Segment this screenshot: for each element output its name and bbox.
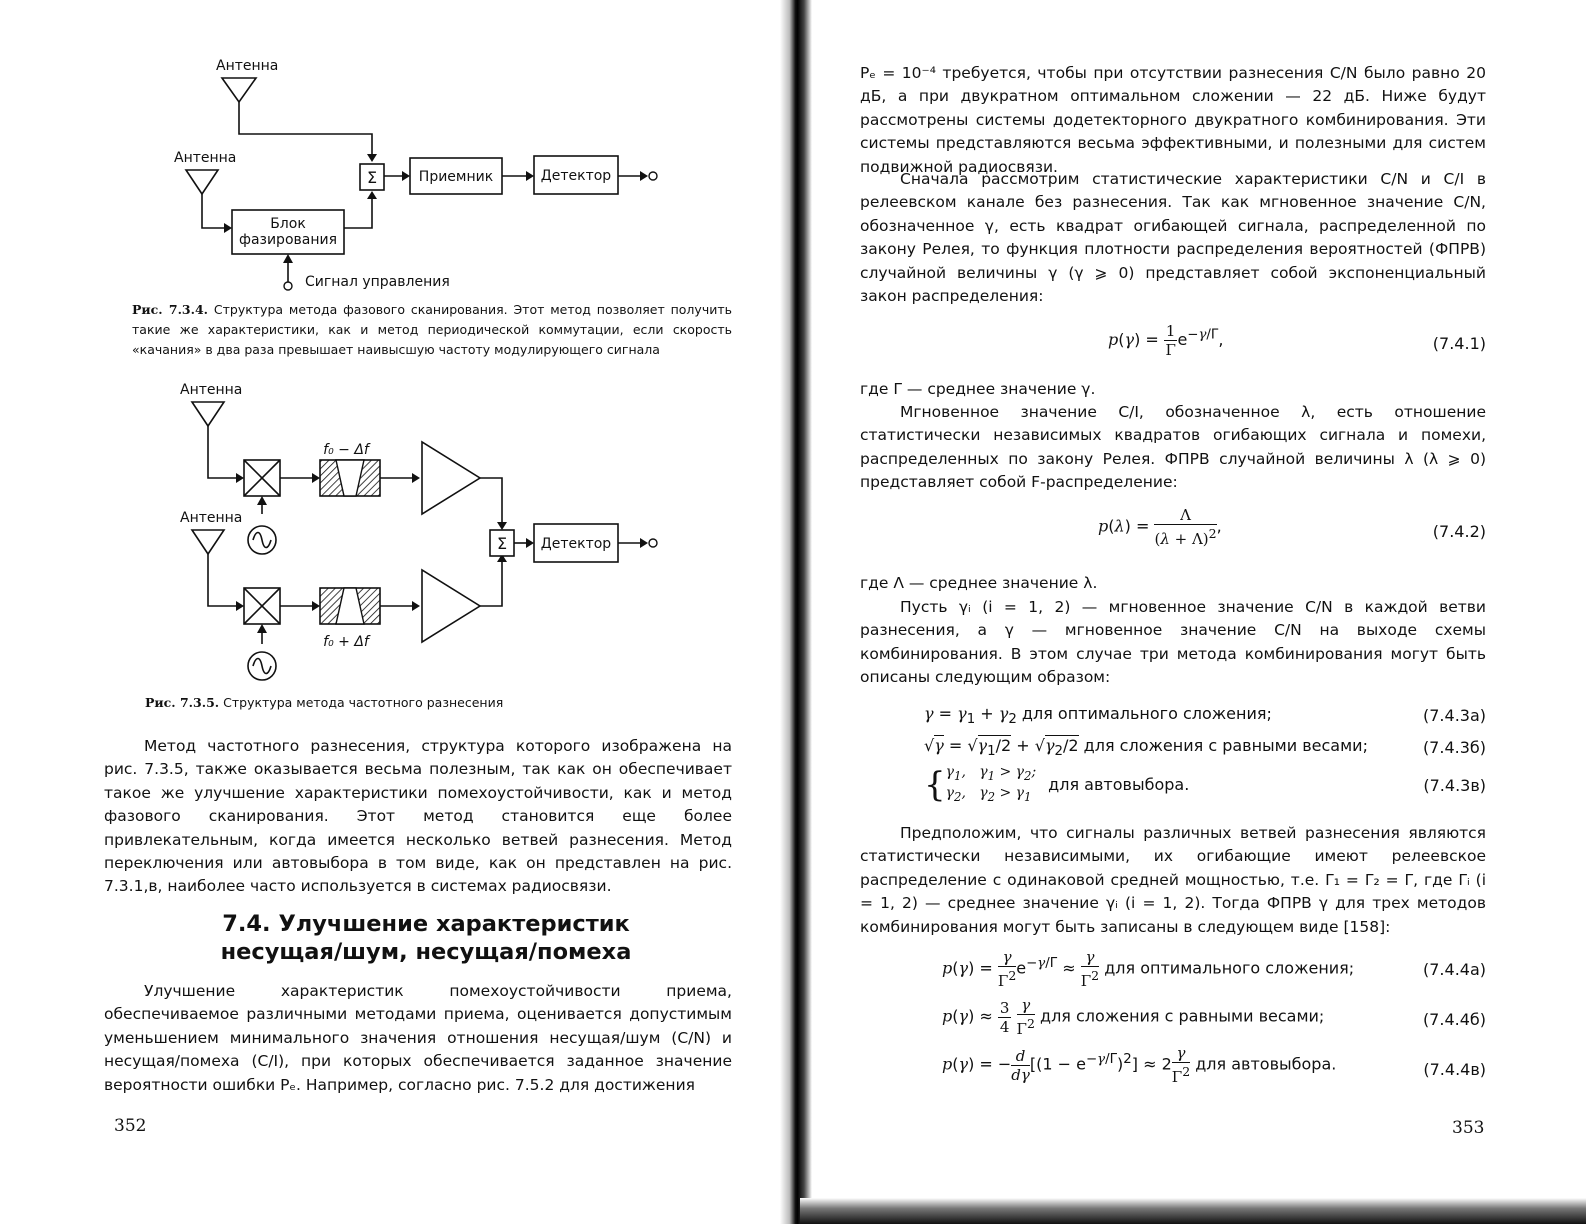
right-paragraph-2: Сначала рассмотрим статистические характеристики C/N и C/I в релеевском канале без разнесения. Так как мгновенное значение C/N, обозначенное γ, есть квадрат огибающей сигнала, распределенной по закону Релея, то функция плотности распределения вероятностей (ФПРВ) случайной величины γ (γ ⩾ 0) представляет собой экспоненциальный закон распределения: [860, 170, 1486, 306]
fig735-antenna-2 [192, 530, 224, 554]
fig735-caption [145, 693, 745, 713]
equation-7-4-3a-number: (7.4.3а) [1423, 706, 1486, 725]
fig735-caption-text: Структура метода частотного разнесения [223, 695, 504, 710]
fig735-antenna-2-label: Антенна [180, 510, 243, 526]
equation-7-4-4b: p(γ) ≈ $\frac{3}{4}$ $\frac{\gamma}{\Gamma^2}$ для сложения с равными весами; [942, 996, 1325, 1038]
figure-7-3-5 [160, 374, 680, 684]
fig734-antenna-1-label: Антенна [216, 58, 279, 74]
equation-7-4-4a-text: для оптимального сложения; [1104, 958, 1355, 978]
equation-7-4-1: p(γ) = $\frac{1}{\Gamma}$ $e^{-\gamma/\Gamma}$, [1108, 322, 1224, 359]
equation-7-4-2: p(λ) = $\frac{\Lambda}{(\lambda + \Lambda)^2}$ , [1098, 506, 1222, 548]
fig734-caption [132, 300, 732, 360]
fig735-mixer-upper [244, 460, 280, 496]
section-heading-line-1: 7.4. Улучшение характеристик [222, 911, 630, 937]
section-heading-line-2: несущая/шум, несущая/помеха [220, 939, 632, 965]
fig734-antenna-2-label: Антенна [174, 150, 237, 166]
fig735-amplifier-upper [422, 442, 480, 514]
fig735-oscillator-upper [248, 526, 276, 554]
equation-7-4-3b-text: для сложения с равными весами; [1083, 736, 1368, 755]
right-paragraph-1: Pₑ = 10⁻⁴ требуется, чтобы при отсутствии разнесения C/N было равно 20 дБ, а при двукратном оптимальном сложении — 22 дБ. Ниже будут рассмотрены системы додетекторного двукратного комбинирования. Эти системы представляются весьма эффективными, и полезными для систем подвижной радиосвязи. [860, 64, 1486, 176]
fig735-antenna-1-label: Антенна [180, 382, 243, 398]
equation-7-4-4c: p(γ) = − $\frac{d}{d\gamma}$ $[(1 - e^{-\gamma/\Gamma})^2] \approx 2$ $\frac{\gamma}{\Gamma^2}$ для автовыбора. [942, 1044, 1337, 1086]
equation-7-4-3a-text: для оптимального сложения; [1021, 704, 1272, 723]
equation-7-4-2-number: (7.4.2) [1432, 522, 1486, 541]
fig734-caption-label: Рис. 7.3.4. [132, 302, 209, 317]
right-page-number: 353 [1452, 1118, 1485, 1138]
equation-7-4-4a-number: (7.4.4а) [1423, 960, 1486, 979]
right-page [812, 0, 1586, 1224]
left-page [0, 0, 780, 1224]
fig735-amplifier-lower [422, 570, 480, 642]
fig735-mixer-lower [244, 588, 280, 624]
fig734-antenna-1 [222, 78, 256, 102]
fig735-oscillator-lower [248, 652, 276, 680]
fig735-detector-label: Детектор [540, 536, 612, 552]
equation-7-4-3b-number: (7.4.3б) [1422, 738, 1486, 757]
fig734-phasing-block-line1: Блок [270, 216, 306, 232]
equation-7-4-1-number: (7.4.1) [1432, 334, 1486, 353]
left-paragraph-2: Улучшение характеристик помехоустойчивости приема, обеспечиваемое различными методами приема, оценивается допустимым уменьшением минимального значения отношения несущая/шум (C/N) и несущая/помеха (C/I), при которых обеспечивается заданное значение вероятности ошибки Pₑ. Например, согласно рис. 7.5.2 для достижения [104, 982, 732, 1094]
fig734-summer-symbol: Σ [366, 168, 378, 187]
fig734-control-signal-label: Сигнал управления [305, 274, 450, 290]
fig735-filter-upper [320, 460, 380, 496]
fig734-detector-label: Детектор [540, 168, 612, 184]
right-paragraph-4: Пусть γᵢ (i = 1, 2) — мгновенное значение C/N в каждой ветви разнесения, а γ — мгновенное значение C/N на выходе схемы комбинирования. В этом случае три метода комбинирования могут быть описаны следующим образом: [860, 598, 1486, 687]
text-lambda-mean: где Λ — среднее значение λ. [860, 574, 1098, 592]
fig735-antenna-1 [192, 402, 224, 426]
book-spine [780, 0, 812, 1224]
right-paragraph-5: Предположим, что сигналы различных ветвей разнесения являются статистически независимыми, их огибающие имеют релеевское распределение с одинаковой средней мощностью, т.е. Γ₁ = Γ₂ = Γ, где Γᵢ (i = 1, 2) — среднее значение γᵢ (i = 1, 2). Тогда ФПРВ γ для трех методов комбинирования могут быть записаны в следующем виде [158]: [860, 824, 1486, 936]
equation-7-4-3b: $√\gamma = √\gamma_1/2 + √\gamma_2/2$ для сложения с равными весами; [924, 736, 1368, 760]
left-paragraph-1: Метод частотного разнесения, структура которого изображена на рис. 7.3.5, также оказывается весьма полезным, так как он обеспечивает такое же улучшение характеристики помехоустойчивости, как и метод фазового сканирования. Этот метод становится еще более привлекательным, когда имеется несколько ветвей разнесения. Метод переключения или автовыбора в том виде, как он представлен на рис. 7.3.1,в, наиболее часто используется в системах радиосвязи. [104, 737, 732, 896]
equation-7-4-4c-text: для автовыбора. [1195, 1054, 1337, 1074]
left-page-number: 352 [114, 1116, 147, 1136]
fig735-filter-lower [320, 588, 380, 624]
right-paragraph-3: Мгновенное значение C/I, обозначенное λ, есть отношение статистически независимых квадратов огибающих сигнала и помехи, распределенных по закону Релея. ФПРВ случайной величины λ (λ ⩾ 0) представляет собой F-распределение: [860, 403, 1486, 492]
fig734-receiver-label: Приемник [418, 169, 494, 185]
equation-7-4-4b-text: для сложения с равными весами; [1040, 1006, 1325, 1026]
fig735-filter-upper-label: f₀ − Δf [323, 442, 369, 458]
fig734-phasing-block-line2: фазирования [238, 232, 338, 248]
equation-7-4-4b-number: (7.4.4б) [1422, 1010, 1486, 1029]
equation-7-4-3a: $\gamma = \gamma_1 + \gamma_2$ для оптимального сложения; [924, 704, 1272, 728]
fig735-summer-symbol: Σ [496, 534, 508, 553]
fig734-antenna-2 [186, 170, 218, 194]
fig735-filter-lower-label: f₀ + Δf [323, 634, 369, 650]
equation-7-4-4c-number: (7.4.4в) [1423, 1060, 1486, 1079]
fig735-caption-label: Рис. 7.3.5. [145, 695, 220, 710]
text-gamma-mean: где Γ — среднее значение γ. [860, 380, 1096, 398]
equation-7-4-3c: { $\gamma_1$, $\gamma_1 > \gamma_2$; $\gamma_2$, $\gamma_2 > \gamma_1$ для автовыбора. [924, 764, 1190, 805]
fig734-caption-text: Структура метода фазового сканирования. Этот метод позволяет получить такие же характеристики, как и метод периодической коммутации, если скорость «качания» в два раза превышает наивысшую частоту модулирующего сигнала [132, 302, 732, 357]
equation-7-4-3c-text: для автовыбора. [1048, 775, 1190, 795]
equation-7-4-3c-number: (7.4.3в) [1423, 776, 1486, 795]
equation-7-4-4a: p(γ) = $\frac{\gamma}{\Gamma^2}$ $e^{-\gamma/\Gamma}$ ≈ $\frac{\gamma}{\Gamma^2}$ для оптимального сложения; [942, 948, 1355, 990]
figure-7-3-4 [160, 48, 680, 298]
